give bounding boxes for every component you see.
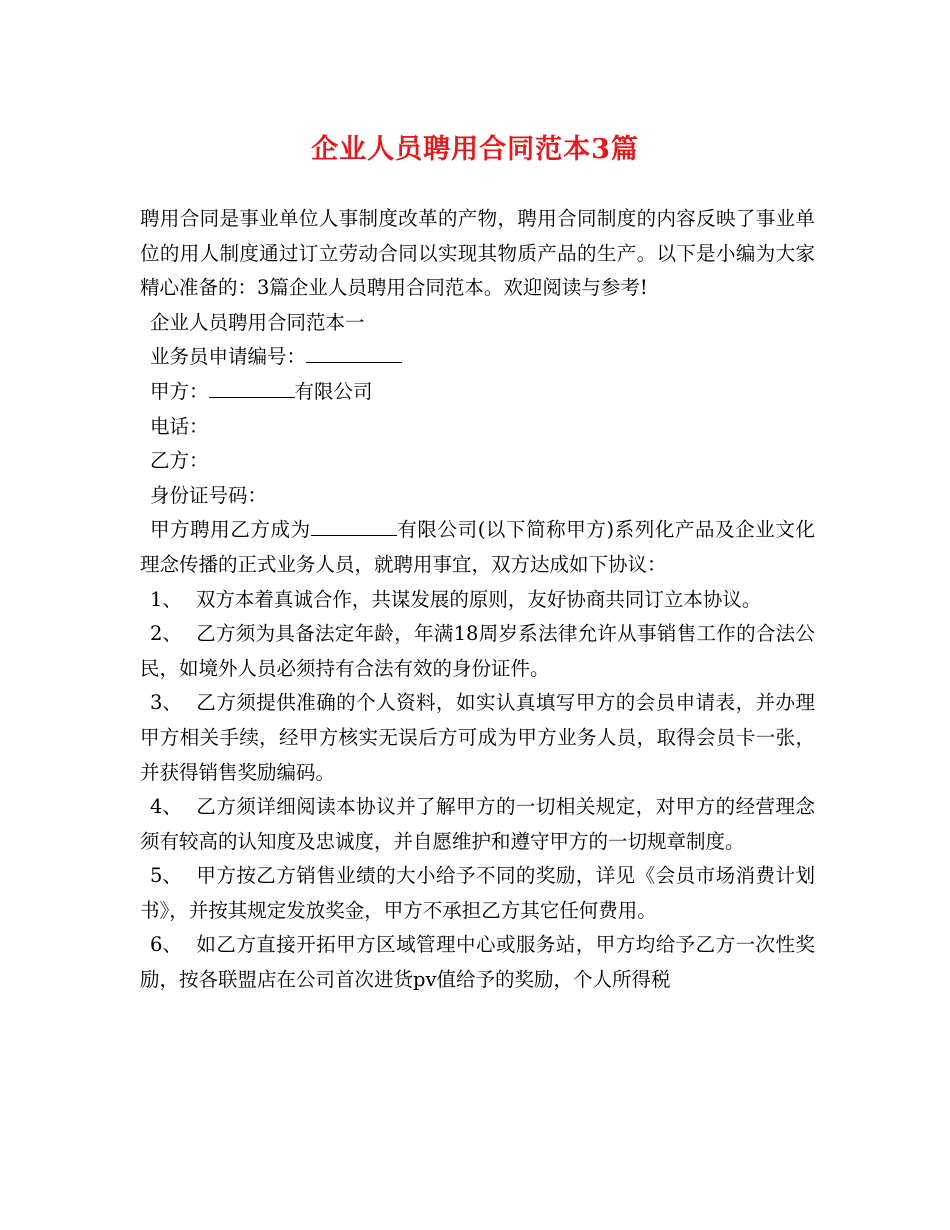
clause-4 <box>140 790 815 859</box>
application-number-field <box>140 340 815 375</box>
clause-text: 乙方须提供准确的个人资料，如实认真填写甲方的会员申请表，并办理甲方相关手续，经甲方核实无误后方可成为甲方业务人员，取得会员卡一张，并获得销售奖励编码。 <box>140 691 815 784</box>
clause-text: 如乙方直接开拓甲方区域管理中心或服务站，甲方均给予乙方一次性奖励，按各联盟店在公司首次进货pv值给予的奖励，个人所得税 <box>140 933 815 992</box>
clause-1 <box>140 583 815 618</box>
clause-text: 双方本着真诚合作，共谋发展的原则，友好协商共同订立本协议。 <box>195 587 762 611</box>
clause-2 <box>140 617 815 686</box>
clause-number: 5、 <box>150 864 182 888</box>
clause-number: 4、 <box>150 795 182 819</box>
phone-field: 电话： <box>150 414 209 438</box>
intro-paragraph: 聘用合同是事业单位人事制度改革的产物，聘用合同制度的内容反映了事业单位的用人制度通过订立劳动合同以实现其物质产品的生产。以下是小编为大家精心准备的：3篇企业人员聘用合同范本。欢迎阅读与参考! <box>140 207 815 300</box>
application-number-label: 业务员申请编号： <box>150 345 307 369</box>
preamble-paragraph <box>140 513 815 582</box>
clause-5 <box>140 859 815 928</box>
company-blank <box>311 513 397 536</box>
party-a-label: 甲方： <box>150 379 209 403</box>
preamble-start: 甲方聘用乙方成为 <box>150 518 311 542</box>
clause-number: 1、 <box>150 587 182 611</box>
clause-number: 2、 <box>150 622 182 646</box>
document-title: 企业人员聘用合同范本3篇 <box>311 134 639 165</box>
clause-3 <box>140 686 815 790</box>
party-a-blank <box>209 375 295 398</box>
application-number-blank <box>306 340 402 363</box>
clause-6 <box>140 928 815 997</box>
document-body <box>140 202 815 998</box>
clause-text: 乙方须为具备法定年龄，年满18周岁系法律允许从事销售工作的合法公民，如境外人员必须持有合法有效的身份证件。 <box>140 622 815 680</box>
party-a-field <box>140 375 815 410</box>
clause-number: 3、 <box>150 691 182 715</box>
id-number-field: 身份证号码： <box>150 483 268 507</box>
clause-number: 6、 <box>150 933 182 957</box>
section-heading: 企业人员聘用合同范本一 <box>150 310 365 334</box>
preamble-rest: 有限公司(以下简称甲方)系列化产品及企业文化理念传播的正式业务人员，就聘用事宜，双方达成如下协议： <box>140 518 815 576</box>
clause-text: 乙方须详细阅读本协议并了解甲方的一切相关规定，对甲方的经营理念须有较高的认知度及忠诚度，并自愿维护和遵守甲方的一切规章制度。 <box>140 795 815 853</box>
clause-text: 甲方按乙方销售业绩的大小给予不同的奖励，详见《会员市场消费计划书》，并按其规定发放奖金，甲方不承担乙方其它任何费用。 <box>140 864 815 922</box>
party-b-field: 乙方： <box>150 449 209 473</box>
party-a-suffix: 有限公司 <box>294 379 373 403</box>
